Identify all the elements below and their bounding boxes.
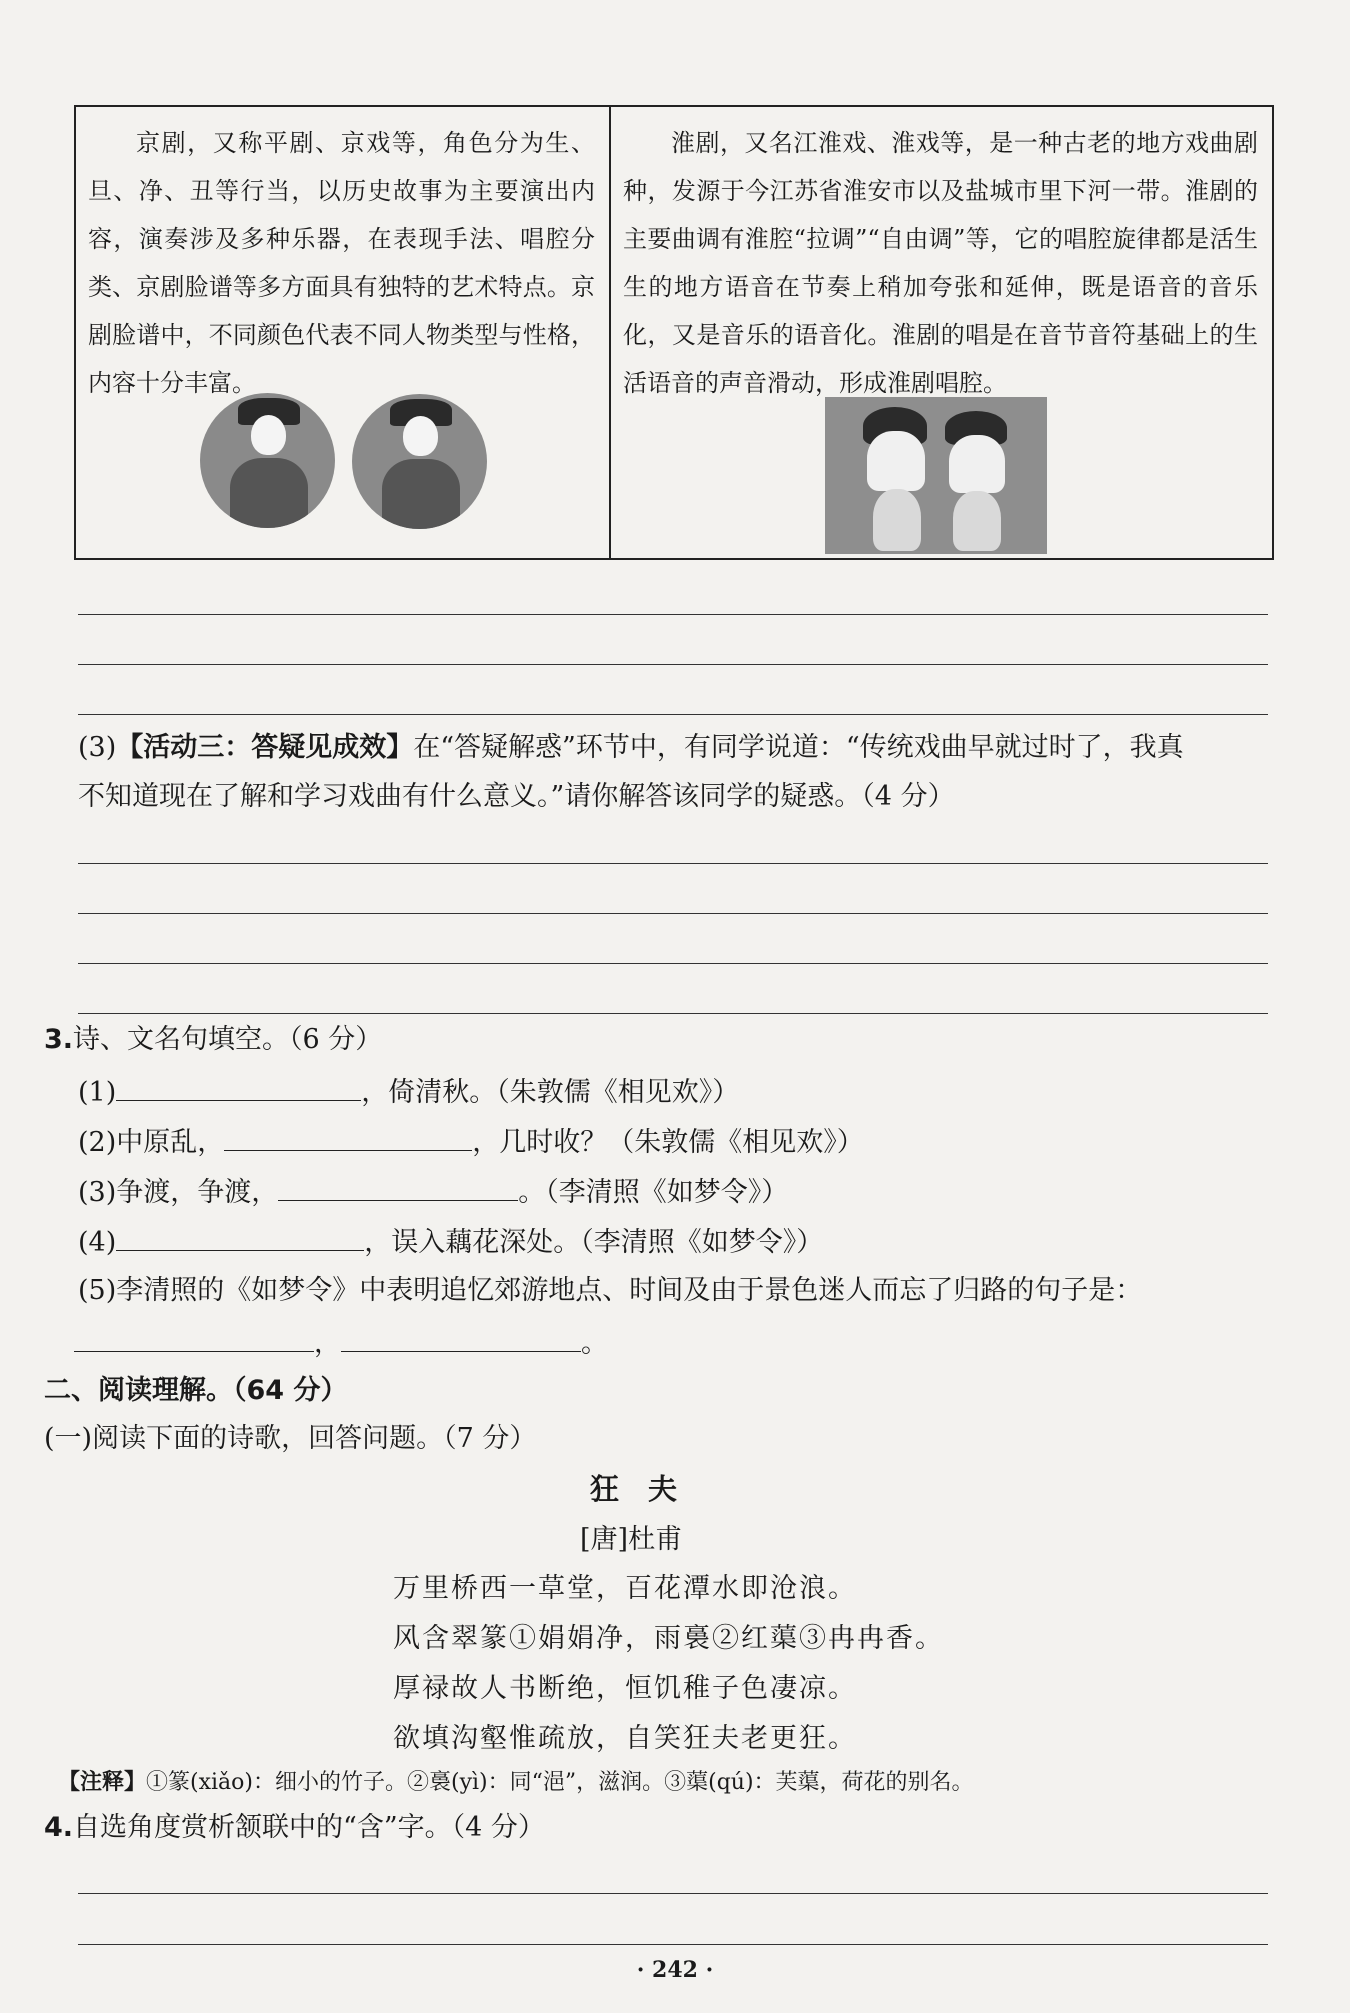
q3-item-5-blank-2[interactable] bbox=[341, 1323, 581, 1352]
q3-item-5-separator: ， bbox=[314, 1328, 341, 1359]
peking-opera-mask-image-2 bbox=[352, 394, 487, 529]
answer-line[interactable] bbox=[78, 664, 1268, 665]
q3-item-3-prefix: (3)争渡，争渡， bbox=[78, 1177, 279, 1208]
peking-opera-text: 京剧，又称平剧、京戏等，角色分为生、旦、净、丑等行当，以历史故事为主要演出内容，演奏涉及多种乐器，在表现手法、唱腔分类、京剧脸谱等多方面具有独特的艺术特点。京剧脸谱中，不同颜色代表不同人物类型与性格，内容十分丰富。 bbox=[88, 129, 595, 397]
activity3-number: (3) bbox=[78, 732, 117, 763]
q3-item-2 bbox=[78, 1122, 864, 1162]
answer-line[interactable] bbox=[78, 1893, 1268, 1894]
q3-item-1 bbox=[78, 1072, 739, 1112]
poem-annotation bbox=[58, 1767, 974, 1799]
answer-line[interactable] bbox=[78, 1013, 1268, 1014]
q3-title bbox=[44, 1021, 382, 1059]
huai-opera-text: 淮剧，又名江淮戏、淮戏等，是一种古老的地方戏曲剧种，发源于今江苏省淮安市以及盐城市里下河一带。淮剧的主要曲调有淮腔“拉调”“自由调”等，它的唱腔旋律都是活生生的地方语音在节奏上稍加夸张和延伸，既是语音的音乐化，又是音乐的语音化。淮剧的唱是在音节音符基础上的生活语音的声音滑动，形成淮剧唱腔。 bbox=[623, 129, 1258, 397]
q3-number: 3. bbox=[44, 1024, 74, 1055]
section2-subtitle: (一)阅读下面的诗歌，回答问题。（7 分） bbox=[44, 1423, 537, 1454]
annotation-tag: 【注释】 bbox=[58, 1770, 147, 1795]
answer-line[interactable] bbox=[78, 614, 1268, 615]
q3-item-1-blank[interactable] bbox=[116, 1072, 361, 1101]
q3-item-5: (5)李清照的《如梦令》中表明追忆郊游地点、时间及由于景色迷人而忘了归路的句子是： bbox=[78, 1275, 1143, 1306]
q4-text: 自选角度赏析颔联中的“含”字。（4 分） bbox=[73, 1812, 545, 1843]
answer-line[interactable] bbox=[78, 913, 1268, 914]
answer-line[interactable] bbox=[78, 863, 1268, 864]
poem-title: 狂 夫 bbox=[590, 1472, 678, 1506]
q3-item-4-blank[interactable] bbox=[116, 1222, 364, 1251]
poem-line-1: 万里桥西一草堂，百花潭水即沧浪。 bbox=[393, 1573, 857, 1604]
activity3-line2: 不知道现在了解和学习戏曲有什么意义。”请你解答该同学的疑惑。（4 分） bbox=[78, 781, 955, 812]
q4 bbox=[44, 1809, 545, 1847]
q3-item-3-blank[interactable] bbox=[278, 1172, 518, 1201]
q3-title-text: 诗、文名句填空。（6 分） bbox=[73, 1024, 383, 1055]
q3-item-3 bbox=[78, 1172, 788, 1212]
huai-opera-cartoon-image bbox=[825, 397, 1047, 554]
answer-line[interactable] bbox=[78, 714, 1268, 715]
huai-opera-cell bbox=[611, 107, 1272, 558]
q3-item-4-suffix: ，误入藕花深处。（李清照《如梦令》） bbox=[364, 1227, 824, 1258]
q3-item-2-prefix: (2)中原乱， bbox=[78, 1127, 225, 1158]
page-number: · 242 · bbox=[636, 1957, 714, 1983]
q3-item-5-blanks bbox=[74, 1323, 608, 1363]
answer-line[interactable] bbox=[78, 1944, 1268, 1945]
q3-item-4-prefix: (4) bbox=[78, 1227, 117, 1258]
peking-opera-cell bbox=[76, 107, 611, 558]
poem-line-4: 欲填沟壑惟疏放，自笑狂夫老更狂。 bbox=[393, 1723, 857, 1754]
q3-item-5-blank-1[interactable] bbox=[74, 1323, 314, 1352]
answer-line[interactable] bbox=[78, 963, 1268, 964]
annotation-text: ①篆(xiǎo)：细小的竹子。②裛(yì)：同“浥”，滋润。③蕖(qú)：芙蕖，荷花的别名。 bbox=[146, 1770, 974, 1795]
poem-line-3: 厚禄故人书断绝，恒饥稚子色凄凉。 bbox=[393, 1673, 857, 1704]
q3-item-3-suffix: 。（李清照《如梦令》） bbox=[518, 1177, 789, 1208]
poem-line-2: 风含翠篆①娟娟净，雨裛②红蕖③冉冉香。 bbox=[393, 1623, 944, 1654]
poem-author: [唐]杜甫 bbox=[580, 1524, 683, 1555]
peking-opera-mask-image-1 bbox=[200, 393, 335, 528]
q3-item-2-blank[interactable] bbox=[224, 1122, 472, 1151]
q3-item-4 bbox=[78, 1222, 823, 1262]
q4-number: 4. bbox=[44, 1812, 74, 1843]
opera-comparison-table bbox=[74, 105, 1274, 560]
q3-item-5-end: 。 bbox=[581, 1328, 608, 1359]
activity3-line1 bbox=[78, 729, 1184, 767]
activity3-tag: 【活动三：答疑见成效】 bbox=[116, 732, 414, 763]
activity3-question-start: 在“答疑解惑”环节中，有同学说道：“传统戏曲早就过时了，我真 bbox=[413, 732, 1184, 763]
q3-item-1-suffix: ，倚清秋。（朱敦儒《相见欢》） bbox=[361, 1077, 740, 1108]
q3-item-2-suffix: ，几时收？（朱敦儒《相见欢》） bbox=[472, 1127, 864, 1158]
section2-title: 二、阅读理解。（64 分） bbox=[44, 1375, 348, 1406]
q3-item-1-prefix: (1) bbox=[78, 1077, 117, 1108]
